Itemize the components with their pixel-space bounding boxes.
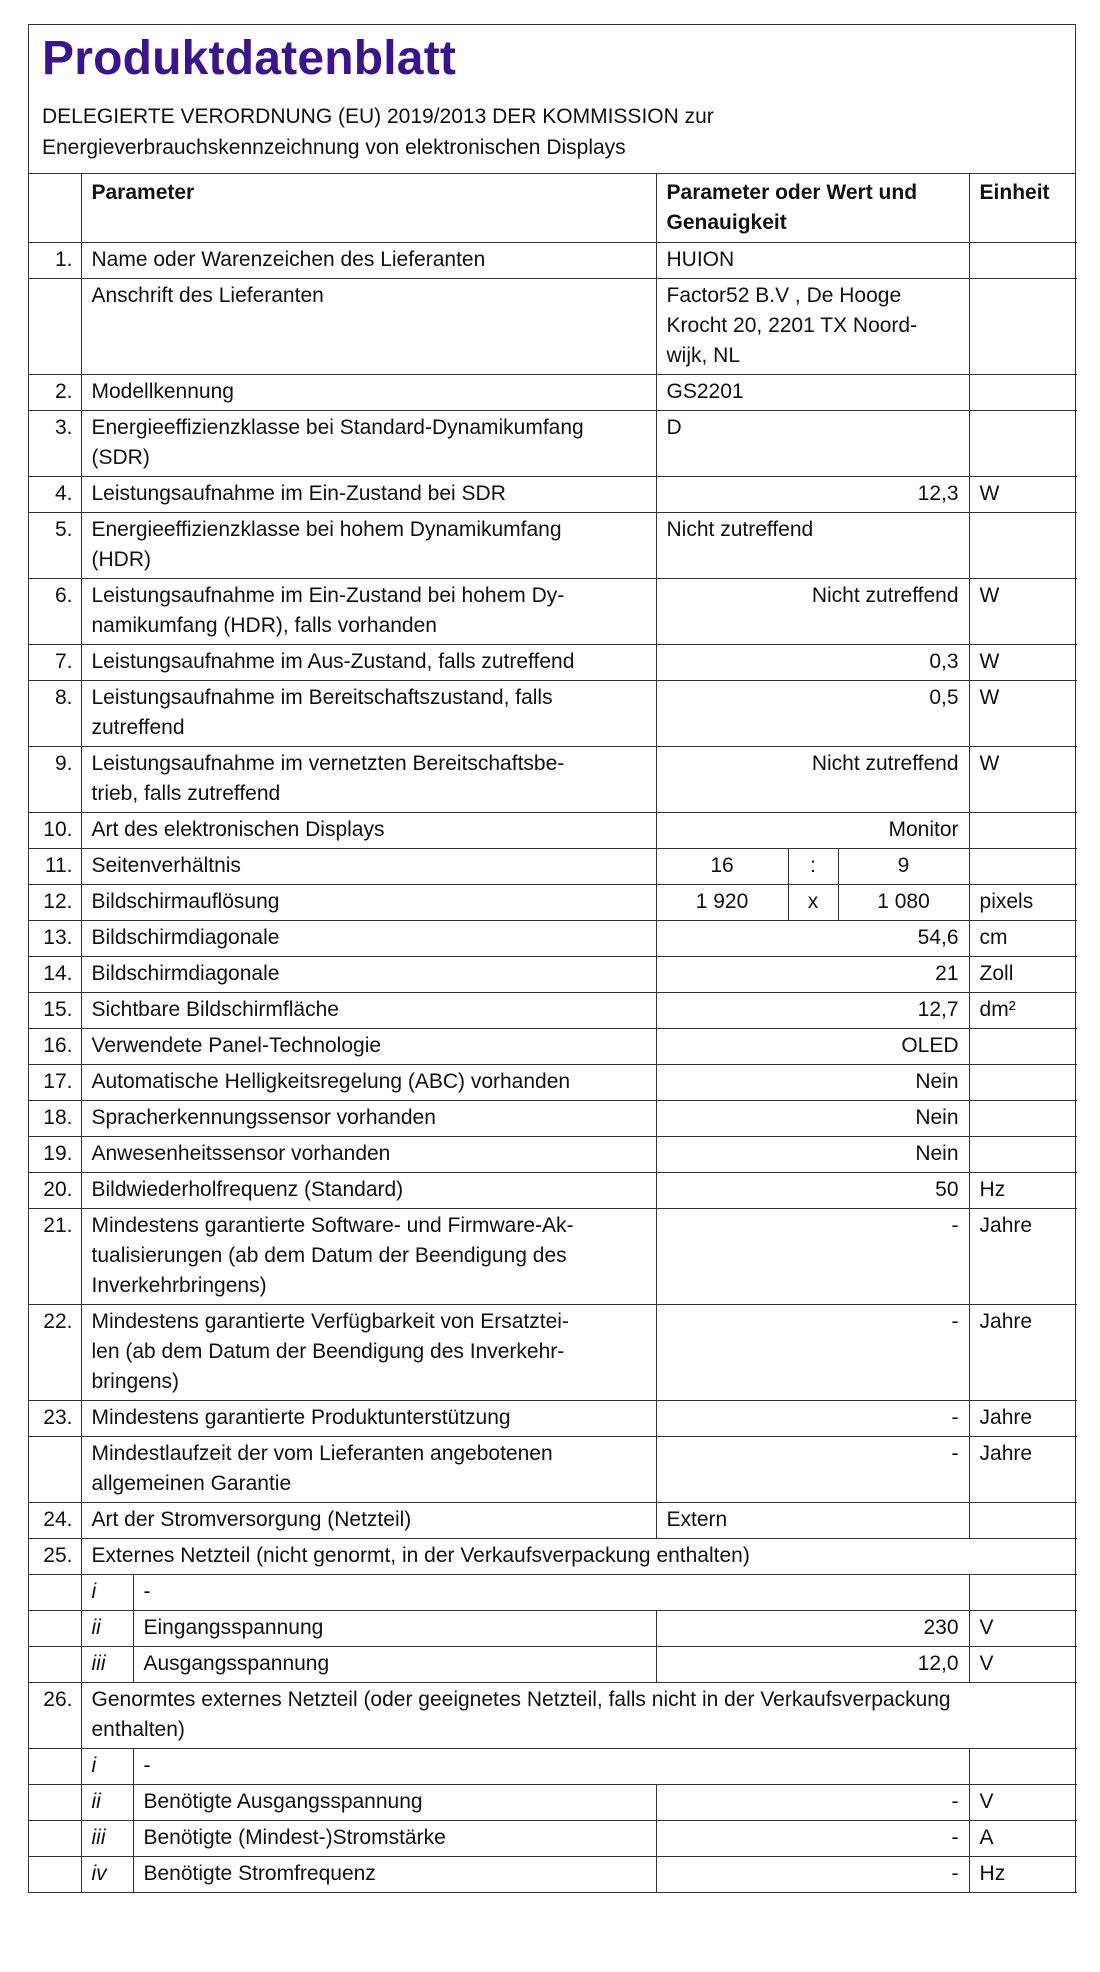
row-number xyxy=(29,1647,81,1683)
row-parameter xyxy=(81,1437,656,1503)
sub-row-label: iii xyxy=(81,1821,133,1857)
table-row xyxy=(29,1683,1077,1749)
row-unit xyxy=(969,1503,1077,1539)
param-line: (HDR) xyxy=(91,548,151,571)
row-number: 20. xyxy=(29,1173,81,1209)
param-line: allgemeinen Garantie xyxy=(91,1472,292,1495)
table-row xyxy=(29,645,1077,681)
row-parameter xyxy=(81,747,656,813)
table-row xyxy=(29,1065,1077,1101)
row-parameter: Leistungsaufnahme im Aus-Zustand, falls zutreffend xyxy=(81,645,656,681)
row-value: 0,3 xyxy=(656,645,969,681)
table-row xyxy=(29,375,1077,411)
row-number xyxy=(29,279,81,375)
table-row xyxy=(29,813,1077,849)
table-row xyxy=(29,1101,1077,1137)
table-row xyxy=(29,1029,1077,1065)
param-line: Mindestlaufzeit der vom Lieferanten angebotenen xyxy=(91,1442,553,1465)
sheet-header xyxy=(29,25,1075,174)
row-parameter xyxy=(81,681,656,747)
param-line: namikumfang (HDR), falls vorhanden xyxy=(91,614,437,637)
row-parameter: Anwesenheitssensor vorhanden xyxy=(81,1137,656,1173)
row-unit xyxy=(969,1065,1077,1101)
value-line: Factor52 B.V , De Hooge xyxy=(666,284,902,307)
row-number: 1. xyxy=(29,243,81,279)
table-row xyxy=(29,957,1077,993)
header-parameter: Parameter xyxy=(81,174,656,243)
row-value xyxy=(656,279,969,375)
table-header-row xyxy=(29,174,1077,243)
table-row xyxy=(29,513,1077,579)
sub-row xyxy=(29,1611,1077,1647)
row-value: Nicht zutreffend xyxy=(656,579,969,645)
row-value: 230 xyxy=(656,1611,969,1647)
table-row xyxy=(29,993,1077,1029)
row-unit: W xyxy=(969,477,1077,513)
sub-row-text: Benötigte Stromfrequenz xyxy=(133,1857,656,1893)
row-unit xyxy=(969,279,1077,375)
row-value: Extern xyxy=(656,1503,969,1539)
subtitle-line: DELEGIERTE VERORDNUNG (EU) 2019/2013 DER KOMMISSION zur xyxy=(42,105,714,128)
row-parameter xyxy=(81,513,656,579)
row-parameter: Bildschirmdiagonale xyxy=(81,921,656,957)
table-row xyxy=(29,1137,1077,1173)
row-parameter xyxy=(81,579,656,645)
table-row xyxy=(29,243,1077,279)
row-parameter: Automatische Helligkeitsregelung (ABC) vorhanden xyxy=(81,1065,656,1101)
aspect-height: 9 xyxy=(838,849,969,885)
row-parameter: Mindestens garantierte Produktunterstützung xyxy=(81,1401,656,1437)
header-value-line: Parameter oder Wert und xyxy=(666,181,918,204)
product-data-sheet xyxy=(28,24,1076,1893)
header-value-line: Genauigkeit xyxy=(666,211,787,234)
table-row xyxy=(29,921,1077,957)
sub-row-label: iii xyxy=(81,1647,133,1683)
header-number-cell xyxy=(29,174,81,243)
sub-row-label: i xyxy=(81,1749,133,1785)
sub-row xyxy=(29,1785,1077,1821)
row-value: - xyxy=(656,1437,969,1503)
param-line: zutreffend xyxy=(91,716,185,739)
row-unit: Zoll xyxy=(969,957,1077,993)
row-number: 15. xyxy=(29,993,81,1029)
row-value: - xyxy=(656,1857,969,1893)
sub-row-text: Eingangsspannung xyxy=(133,1611,656,1647)
row-parameter: Bildschirmdiagonale xyxy=(81,957,656,993)
table-row xyxy=(29,1503,1077,1539)
header-value xyxy=(656,174,969,243)
row-number: 23. xyxy=(29,1401,81,1437)
table-row xyxy=(29,1437,1077,1503)
row-value: 21 xyxy=(656,957,969,993)
row-number: 21. xyxy=(29,1209,81,1305)
param-line: (SDR) xyxy=(91,446,150,469)
row-parameter xyxy=(81,411,656,477)
table-row xyxy=(29,681,1077,747)
row-unit: dm² xyxy=(969,993,1077,1029)
table-row xyxy=(29,1209,1077,1305)
row-parameter: Spracherkennungssensor vorhanden xyxy=(81,1101,656,1137)
param-line: Energieeffizienzklasse bei Standard-Dynamikumfang xyxy=(91,416,584,439)
header-unit: Einheit xyxy=(969,174,1077,243)
page-title: Produktdatenblatt xyxy=(42,32,457,85)
sub-row xyxy=(29,1749,1077,1785)
row-value: - xyxy=(656,1305,969,1401)
param-line: len (ab dem Datum der Beendigung des Inverkehr- xyxy=(91,1340,565,1363)
row-number: 3. xyxy=(29,411,81,477)
row-unit xyxy=(969,813,1077,849)
table-row xyxy=(29,279,1077,375)
row-value: Nein xyxy=(656,1137,969,1173)
param-line: Mindestens garantierte Software- und Firmware-Ak- xyxy=(91,1214,574,1237)
row-unit: Hz xyxy=(969,1857,1077,1893)
row-unit xyxy=(969,1029,1077,1065)
row-value: 50 xyxy=(656,1173,969,1209)
row-number: 11. xyxy=(29,849,81,885)
row-number xyxy=(29,1857,81,1893)
sub-row-text: Benötigte Ausgangsspannung xyxy=(133,1785,656,1821)
row-value: Nicht zutreffend xyxy=(656,513,969,579)
row-number: 14. xyxy=(29,957,81,993)
row-number: 18. xyxy=(29,1101,81,1137)
row-unit: Jahre xyxy=(969,1437,1077,1503)
row-parameter xyxy=(81,1305,656,1401)
row-unit xyxy=(969,849,1077,885)
param-line: Genormtes externes Netzteil (oder geeignetes Netzteil, falls nicht in der Verkaufsverpackung xyxy=(91,1688,951,1711)
row-value: Nein xyxy=(656,1101,969,1137)
row-number: 16. xyxy=(29,1029,81,1065)
row-number: 2. xyxy=(29,375,81,411)
row-number: 9. xyxy=(29,747,81,813)
row-parameter: Leistungsaufnahme im Ein-Zustand bei SDR xyxy=(81,477,656,513)
row-value: - xyxy=(656,1209,969,1305)
sub-row-text: Benötigte (Mindest-)Stromstärke xyxy=(133,1821,656,1857)
param-line: Leistungsaufnahme im Ein-Zustand bei hohem Dy- xyxy=(91,584,565,607)
table-row xyxy=(29,1173,1077,1209)
row-value: - xyxy=(656,1785,969,1821)
sub-row-text: Ausgangsspannung xyxy=(133,1647,656,1683)
row-parameter: Verwendete Panel-Technologie xyxy=(81,1029,656,1065)
row-unit: W xyxy=(969,747,1077,813)
regulation-subtitle xyxy=(42,101,1063,163)
row-unit: V xyxy=(969,1611,1077,1647)
row-unit xyxy=(969,1101,1077,1137)
row-number: 6. xyxy=(29,579,81,645)
table-row xyxy=(29,477,1077,513)
row-value: HUION xyxy=(656,243,969,279)
row-value: Nicht zutreffend xyxy=(656,747,969,813)
row-value: GS2201 xyxy=(656,375,969,411)
subtitle-line: Energieverbrauchskennzeichnung von elektronischen Displays xyxy=(42,136,626,159)
row-unit: pixels xyxy=(969,885,1077,921)
row-parameter: Modellkennung xyxy=(81,375,656,411)
resolution-height: 1 080 xyxy=(838,885,969,921)
aspect-width: 16 xyxy=(656,849,788,885)
row-parameter: Name oder Warenzeichen des Lieferanten xyxy=(81,243,656,279)
row-unit xyxy=(969,411,1077,477)
row-number xyxy=(29,1821,81,1857)
row-value: 12,3 xyxy=(656,477,969,513)
row-unit: V xyxy=(969,1647,1077,1683)
row-number: 26. xyxy=(29,1683,81,1749)
row-number: 8. xyxy=(29,681,81,747)
table-row xyxy=(29,885,1077,921)
row-parameter: Art des elektronischen Displays xyxy=(81,813,656,849)
param-line: bringens) xyxy=(91,1370,180,1393)
table-row xyxy=(29,1401,1077,1437)
row-number xyxy=(29,1437,81,1503)
row-number: 17. xyxy=(29,1065,81,1101)
sub-row-label: ii xyxy=(81,1785,133,1821)
row-value: 0,5 xyxy=(656,681,969,747)
row-unit xyxy=(969,513,1077,579)
row-number xyxy=(29,1575,81,1611)
row-parameter: Bildwiederholfrequenz (Standard) xyxy=(81,1173,656,1209)
row-number: 25. xyxy=(29,1539,81,1575)
row-value: Nein xyxy=(656,1065,969,1101)
row-parameter: Seitenverhältnis xyxy=(81,849,656,885)
param-line: Leistungsaufnahme im Bereitschaftszustand, falls xyxy=(91,686,553,709)
row-parameter: Anschrift des Lieferanten xyxy=(81,279,656,375)
row-parameter: Sichtbare Bildschirmfläche xyxy=(81,993,656,1029)
row-value: - xyxy=(656,1821,969,1857)
row-number xyxy=(29,1749,81,1785)
sub-row xyxy=(29,1821,1077,1857)
param-line: Mindestens garantierte Verfügbarkeit von Ersatztei- xyxy=(91,1310,569,1333)
parameter-table xyxy=(29,174,1077,1893)
row-unit: Hz xyxy=(969,1173,1077,1209)
sub-row-text: - xyxy=(133,1749,969,1785)
sub-row-text: - xyxy=(133,1575,969,1611)
param-line: enthalten) xyxy=(91,1718,185,1741)
row-value: Monitor xyxy=(656,813,969,849)
row-parameter: Externes Netzteil (nicht genormt, in der Verkaufsverpackung enthalten) xyxy=(81,1539,1077,1575)
row-parameter xyxy=(81,1209,656,1305)
row-value: D xyxy=(656,411,969,477)
row-unit: W xyxy=(969,645,1077,681)
row-unit: Jahre xyxy=(969,1305,1077,1401)
row-number xyxy=(29,1785,81,1821)
row-unit: V xyxy=(969,1785,1077,1821)
sub-row xyxy=(29,1647,1077,1683)
table-row xyxy=(29,411,1077,477)
param-line: trieb, falls zutreffend xyxy=(91,782,281,805)
row-unit: cm xyxy=(969,921,1077,957)
row-value: OLED xyxy=(656,1029,969,1065)
value-line: wijk, NL xyxy=(666,344,741,367)
param-line: Leistungsaufnahme im vernetzten Bereitschaftsbe- xyxy=(91,752,565,775)
param-line: Inverkehrbringens) xyxy=(91,1274,267,1297)
row-number: 10. xyxy=(29,813,81,849)
sub-row xyxy=(29,1575,1077,1611)
table-row xyxy=(29,849,1077,885)
row-unit: W xyxy=(969,579,1077,645)
table-row xyxy=(29,747,1077,813)
row-value: 12,7 xyxy=(656,993,969,1029)
resolution-width: 1 920 xyxy=(656,885,788,921)
sub-row-label: iv xyxy=(81,1857,133,1893)
row-unit xyxy=(969,375,1077,411)
table-row xyxy=(29,579,1077,645)
row-number: 7. xyxy=(29,645,81,681)
row-unit xyxy=(969,1137,1077,1173)
aspect-separator: : xyxy=(788,849,838,885)
param-line: Energieeffizienzklasse bei hohem Dynamikumfang xyxy=(91,518,562,541)
resolution-separator: x xyxy=(788,885,838,921)
table-row xyxy=(29,1539,1077,1575)
row-value: - xyxy=(656,1401,969,1437)
row-number: 24. xyxy=(29,1503,81,1539)
row-number: 12. xyxy=(29,885,81,921)
row-unit: Jahre xyxy=(969,1401,1077,1437)
row-unit: W xyxy=(969,681,1077,747)
row-value: 54,6 xyxy=(656,921,969,957)
row-number: 19. xyxy=(29,1137,81,1173)
row-number: 5. xyxy=(29,513,81,579)
row-number: 4. xyxy=(29,477,81,513)
value-line: Krocht 20, 2201 TX Noord- xyxy=(666,314,918,337)
row-unit: Jahre xyxy=(969,1209,1077,1305)
table-row xyxy=(29,1305,1077,1401)
row-unit xyxy=(969,243,1077,279)
row-value: 12,0 xyxy=(656,1647,969,1683)
row-parameter: Art der Stromversorgung (Netzteil) xyxy=(81,1503,656,1539)
sub-row xyxy=(29,1857,1077,1893)
row-parameter xyxy=(81,1683,1077,1749)
param-line: tualisierungen (ab dem Datum der Beendigung des xyxy=(91,1244,567,1267)
row-number xyxy=(29,1611,81,1647)
row-unit: A xyxy=(969,1821,1077,1857)
row-unit xyxy=(969,1575,1077,1611)
sub-row-label: i xyxy=(81,1575,133,1611)
row-parameter: Bildschirmauflösung xyxy=(81,885,656,921)
row-unit xyxy=(969,1749,1077,1785)
sub-row-label: ii xyxy=(81,1611,133,1647)
row-number: 22. xyxy=(29,1305,81,1401)
row-number: 13. xyxy=(29,921,81,957)
